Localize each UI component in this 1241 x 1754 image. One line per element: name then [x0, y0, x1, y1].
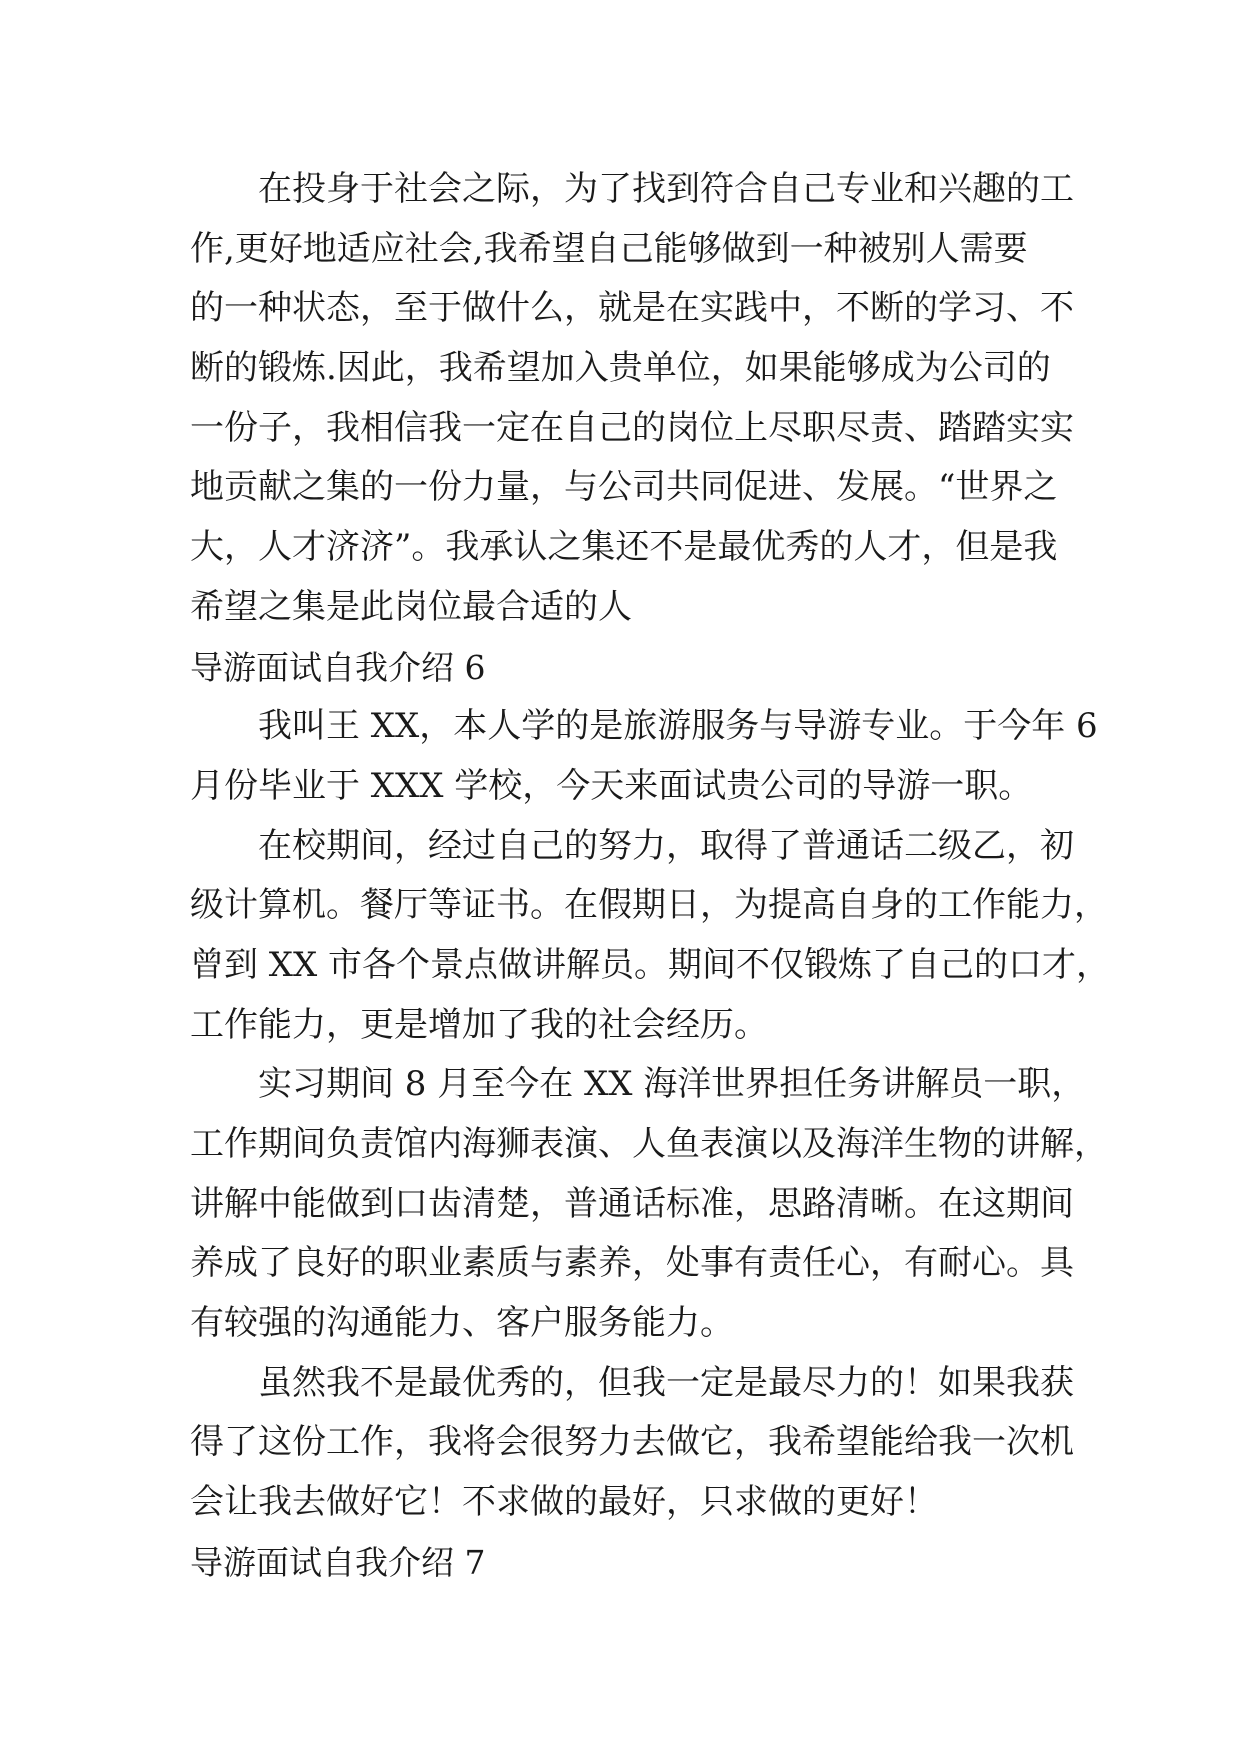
paragraph-line: 地贡献之集的一份力量，与公司共同促进、发展。“世界之	[190, 467, 1058, 508]
paragraph-line: 级计算机。餐厅等证书。在假期日，为提高自身的工作能力，	[190, 885, 1108, 926]
paragraph-line: 的一种状态，至于做什么，就是在实践中，不断的学习、不	[190, 288, 1074, 329]
paragraph-line: 虽然我不是最优秀的，但我一定是最尽力的！如果我获	[258, 1362, 1074, 1403]
paragraph-line: 大，人才济济”。我承认之集还不是最优秀的人才，但是我	[190, 527, 1058, 568]
paragraph-line: 我叫王 XX，本人学的是旅游服务与导游专业。于今年 6	[258, 706, 1098, 747]
document-page	[190, 160, 1111, 1593]
paragraph-line: 月份毕业于 XXX 学校，今天来面试贵公司的导游一职。	[190, 765, 1033, 806]
section-heading: 导游面试自我介绍 7	[190, 1542, 486, 1582]
paragraph-line: 实习期间 8 月至今在 XX 海洋世界担任务讲解员一职，	[258, 1064, 1086, 1105]
paragraph-line: 曾到 XX 市各个景点做讲解员。期间不仅锻炼了自己的口才，	[190, 944, 1111, 985]
paragraph-line: 希望之集是此岗位最合适的人	[190, 586, 632, 627]
paragraph-line: 断的锻炼.因此，我希望加入贵单位，如果能够成为公司的	[190, 348, 1051, 389]
paragraph-line: 在投身于社会之际，为了找到符合自己专业和兴趣的工	[258, 169, 1074, 209]
paragraph-line: 会让我去做好它！不求做的最好，只求做的更好！	[190, 1482, 938, 1523]
paragraph-line: 有较强的沟通能力、客户服务能力。	[190, 1303, 734, 1344]
paragraph-line: 在校期间，经过自己的努力，取得了普通话二级乙，初	[258, 825, 1074, 866]
paragraph-line: 讲解中能做到口齿清楚，普通话标准，思路清晰。在这期间	[190, 1183, 1074, 1224]
paragraph-line: 养成了良好的职业素质与素养，处事有责任心，有耐心。具	[190, 1243, 1074, 1284]
paragraph-line: 工作期间负责馆内海狮表演、人鱼表演以及海洋生物的讲解，	[190, 1124, 1108, 1164]
paragraph-line: 得了这份工作，我将会很努力去做它，我希望能给我一次机	[190, 1422, 1074, 1463]
paragraph-line: 工作能力，更是增加了我的社会经历。	[190, 1004, 768, 1045]
paragraph-line: 一份子，我相信我一定在自己的岗位上尽职尽责、踏踏实实	[190, 407, 1074, 448]
paragraph-line: 作,更好地适应社会,我希望自己能够做到一种被别人需要	[190, 228, 1028, 269]
section-heading: 导游面试自我介绍 6	[190, 647, 486, 687]
